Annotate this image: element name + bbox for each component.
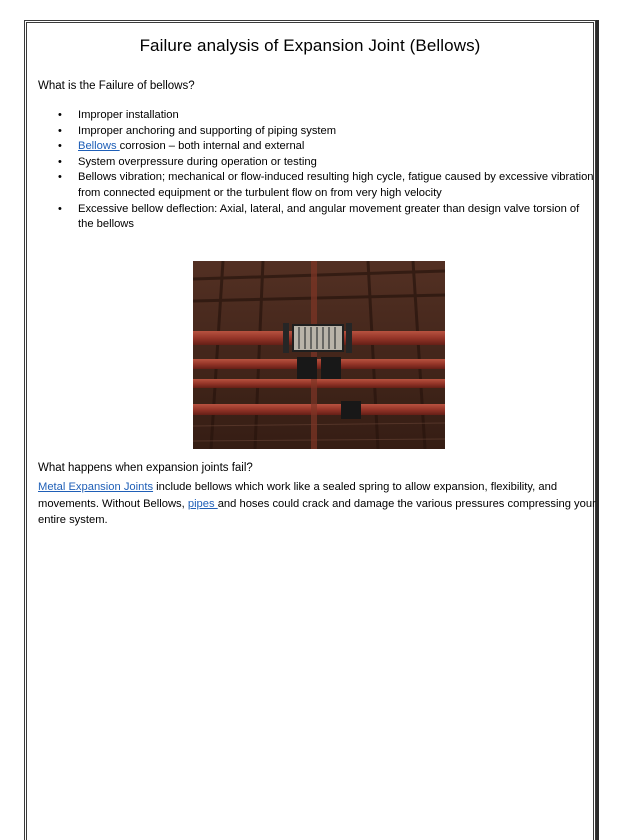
section-question-failure: What is the Failure of bellows? (38, 80, 195, 92)
list-item (38, 170, 594, 201)
list-item (38, 202, 594, 233)
expansion-joint-illustration (193, 261, 445, 449)
section-question-joints-fail: What happens when expansion joints fail? (38, 462, 253, 474)
metal-expansion-joints-link[interactable]: Metal Expansion Joints (38, 481, 154, 493)
bullet-icon: • (58, 155, 62, 168)
list-item (38, 139, 594, 155)
list-item-text: corrosion – both internal and external (119, 140, 305, 153)
bullet-icon: • (58, 171, 62, 184)
list-item-text: System overpressure during operation or testing (78, 155, 317, 168)
bullet-icon: • (58, 124, 62, 137)
answer-text-1: include bellows which work like a sealed spring to allow expansion, flexibility, and movements. Without Bellows, (38, 481, 558, 510)
answer-paragraph (38, 479, 598, 529)
failure-causes-list (38, 108, 594, 233)
expansion-joint-photo (193, 261, 445, 449)
list-item-text: Bellows vibration; mechanical or flow-induced resulting high cycle, fatigue caused by excessive vibration from connected equipment or the turbulent flow on from very high velocity (78, 171, 594, 199)
page-title: Failure analysis of Expansion Joint (Bellows) (139, 36, 481, 55)
list-item-text: Improper anchoring and supporting of piping system (78, 124, 337, 137)
bullet-icon: • (58, 140, 62, 153)
bellows-link[interactable]: Bellows (78, 140, 120, 153)
bullet-icon: • (58, 202, 62, 215)
answer-text-2: and hoses could crack and damage the various pressures compressing your entire system. (38, 497, 596, 526)
list-item-text: Excessive bellow deflection: Axial, lateral, and angular movement greater than design valve torsion of the bellows (78, 202, 580, 231)
list-item-text: Improper installation (78, 109, 179, 121)
pipes-link[interactable]: pipes (187, 497, 218, 510)
list-item (38, 124, 594, 140)
list-item (38, 155, 594, 171)
list-item (38, 108, 594, 124)
bullet-icon: • (58, 109, 62, 121)
